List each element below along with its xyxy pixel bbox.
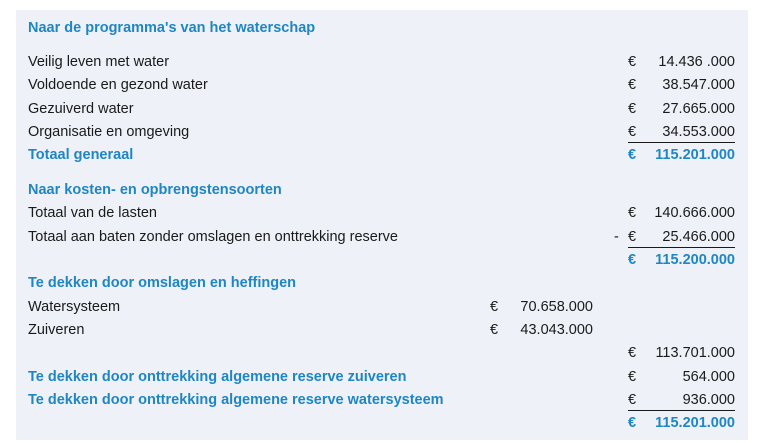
currency-symbol: € (490, 299, 499, 315)
currency-symbol: € (628, 252, 637, 268)
section-heading-kosten (16, 179, 748, 201)
section-heading-omslagen (16, 272, 748, 294)
currency-symbol: € (628, 54, 637, 70)
section-heading-programmas (16, 17, 748, 39)
row-label: Organisatie en omgeving (28, 124, 190, 140)
row-amount: 25.466.000 (662, 229, 735, 245)
row-amount: 34.553.000 (662, 124, 735, 140)
section-heading-label: Te dekken door omslagen en heffingen (28, 275, 297, 291)
reserve-watersysteem-row (16, 389, 748, 411)
row-amount: 14.436 .000 (658, 54, 735, 70)
section-heading-label: Naar de programma's van het waterschap (28, 20, 316, 36)
row-label: Te dekken door onttrekking algemene reserve watersysteem (28, 392, 444, 408)
row-label: Watersysteem (28, 299, 121, 315)
row-amount: 70.658.000 (520, 299, 593, 315)
table-row (16, 51, 748, 73)
table-row (16, 202, 748, 224)
reserve-zuiveren-row (16, 366, 748, 388)
row-label: Totaal aan baten zonder omslagen en onttrekking reserve (28, 229, 398, 245)
currency-symbol: € (628, 229, 637, 245)
currency-symbol: € (628, 101, 637, 117)
currency-symbol: € (628, 415, 637, 431)
row-label: Gezuiverd water (28, 101, 134, 117)
total-row (16, 144, 748, 166)
currency-symbol: € (628, 124, 637, 140)
table-row (16, 74, 748, 96)
row-label: Veilig leven met water (28, 54, 170, 70)
table-row (16, 226, 748, 248)
row-amount: 38.547.000 (662, 77, 735, 93)
budget-table (16, 10, 748, 440)
total-amount: 115.200.000 (655, 252, 735, 268)
currency-symbol: € (628, 205, 637, 221)
table-row (16, 98, 748, 120)
table-row (16, 296, 748, 318)
row-amount: 27.665.000 (662, 101, 735, 117)
grand-total-row (16, 412, 748, 434)
currency-symbol: € (628, 345, 637, 361)
currency-symbol: € (628, 77, 637, 93)
total-amount: 115.201.000 (655, 147, 735, 163)
subtotal-amount: 113.701.000 (655, 345, 735, 361)
total-row (16, 249, 748, 271)
currency-symbol: € (490, 322, 499, 338)
section-heading-label: Naar kosten- en opbrengstensoorten (28, 182, 282, 198)
currency-symbol: € (628, 369, 637, 385)
row-label: Te dekken door onttrekking algemene reserve zuiveren (28, 369, 407, 385)
row-label: Totaal van de lasten (28, 205, 157, 221)
currency-symbol: € (628, 392, 637, 408)
row-label: Zuiveren (28, 322, 85, 338)
row-amount: 140.666.000 (654, 205, 735, 221)
table-row (16, 319, 748, 341)
row-amount: 43.043.000 (520, 322, 593, 338)
subtotal-row (16, 342, 748, 364)
minus-sign: - (614, 229, 619, 245)
total-amount: 115.201.000 (655, 415, 735, 431)
total-label: Totaal generaal (28, 147, 134, 163)
table-row (16, 121, 748, 143)
row-amount: 564.000 (682, 369, 735, 385)
currency-symbol: € (628, 147, 637, 163)
row-label: Voldoende en gezond water (28, 77, 208, 93)
row-amount: 936.000 (682, 392, 735, 408)
